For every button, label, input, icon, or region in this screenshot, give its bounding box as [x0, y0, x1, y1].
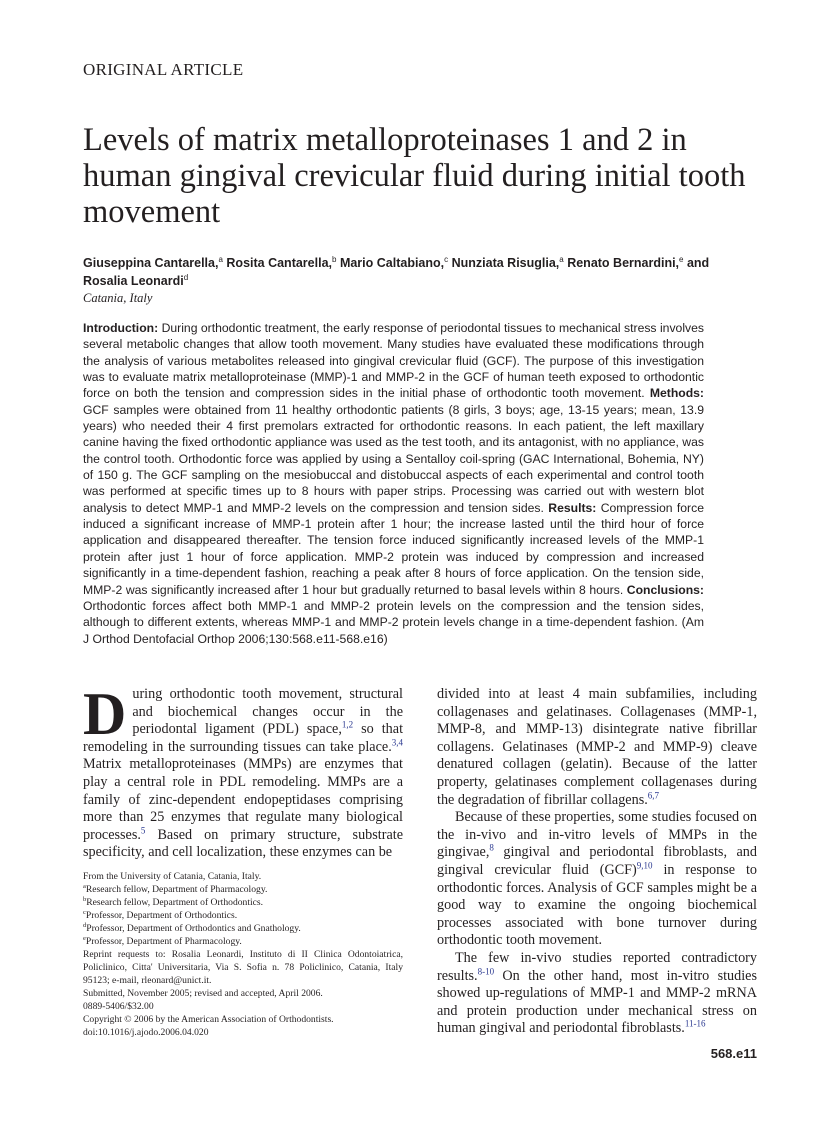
- abstract-heading: Results:: [548, 500, 597, 515]
- text-run: From the University of Catania, Catania, Italy.: [83, 870, 262, 882]
- body-paragraph: [437, 950, 757, 1038]
- author: [83, 256, 223, 270]
- body-column-right: [437, 686, 757, 1062]
- text-run: Professor, Department of Orthodontics and Gnathology.: [86, 922, 301, 934]
- author-list: [83, 254, 743, 290]
- affiliation-marker: c: [444, 254, 449, 264]
- text-run: The few in-vivo studies reported contradictory results.: [437, 949, 757, 984]
- reference-link[interactable]: 11-16: [684, 1018, 706, 1029]
- body-paragraph: [437, 809, 757, 950]
- article-title: Levels of matrix metalloproteinases 1 and 2 in human gingival crevicular fluid during initial tooth movement: [83, 122, 746, 230]
- text-run: doi:10.1016/j.ajodo.2006.04.020: [83, 1026, 209, 1038]
- footnote-line: [83, 935, 403, 948]
- reference-link[interactable]: 1,2: [341, 719, 354, 730]
- author-name: Mario Caltabiano,: [339, 256, 445, 270]
- text-run: so that remodeling in the surrounding tissues can take place.: [83, 721, 404, 755]
- footnote-marker: d: [83, 921, 87, 929]
- reference-link[interactable]: 3,4: [391, 737, 403, 748]
- text-run: GCF samples were obtained from 11 healthy orthodontic patients (8 girls, 3 boys; age, 13-15 years; mean, 13.9 years) who needed their 4 first premolars extracted for orthodontic reasons. In each patient, the left maxillary canine having the fixed orthodontic appliance was used as the test tooth, and its antagonist, with no appliance, was the control tooth. Orthodontic force was applied by using a Sentalloy coil-spring (GAC International, Bohemia, NY) of 150 g. The GCF sampling on the mesiobuccal and distobuccal aspects of each experimental and control tooth was performed at specific times up to 8 hours with paper strips. Processing was carried out with western blot analysis to detect MMP-1 and MMP-2 levels on the compression and tension sides.: [83, 402, 704, 515]
- footnote-line: [83, 883, 403, 896]
- text-run: Research fellow, Department of Pharmacology.: [85, 883, 268, 895]
- text-run: Based on primary structure, substrate specificity, and cell localization, these enzymes can be: [83, 826, 403, 861]
- abstract-heading: Methods:: [649, 386, 704, 401]
- author-name: Renato Bernardini,: [567, 256, 680, 270]
- reference-link[interactable]: 9,10: [636, 860, 653, 871]
- body-paragraph: [437, 686, 757, 809]
- byline: [83, 254, 743, 306]
- author: [226, 256, 336, 270]
- text-run: Reprint requests to: Rosalia Leonardi, Instituto di II Clinica Odontoiatrica, Policlinico, Citta' Universitaria, Via S. Sofia n. 78 Policlinico, Catania, Italy 95123; e-mail, rleonard@unict.it.: [83, 948, 403, 986]
- page-number: 568.e11: [710, 1045, 757, 1061]
- author-name: Nunziata Risuglia,: [451, 256, 560, 270]
- text-run: Because of these properties, some studies focused on the in-vivo and in-vitro levels of MMPs in the gingivae,: [437, 809, 757, 861]
- text-run: During orthodontic treatment, the early response of periodontal tissues to mechanical stress involves several metabolic changes that allow tooth movement. Many studies have evaluated these modifications through the analysis of various metabolites released into gingival crevicular fluid (GCF). The purpose of this investigation was to evaluate matrix metalloproteinase (MMP)-1 and MMP-2 in the GCF of human teeth exposed to orthodontic force on both the tension and compression sides in the initial phase of orthodontic tooth movement.: [83, 321, 704, 401]
- text-run: Professor, Department of Orthodontics.: [85, 909, 238, 921]
- affiliation-marker: a: [559, 254, 564, 264]
- footnote-line: [83, 896, 403, 909]
- section-label: ORIGINAL ARTICLE: [83, 60, 244, 79]
- text-run: divided into at least 4 main subfamilies, including collagenases and gelatinases. Collagenases (MMP-1, MMP-8, and MMP-13) disintegrate native fibrillar collagens. Gelatinases (MMP-2 and MMP-9) cleave denatured collagen (gelatin). Because of the latter property, gelatinases complement collagenases during the degradation of fibrillar collagens.: [437, 686, 757, 808]
- body-paragraph: [83, 681, 404, 862]
- footnote-marker: b: [83, 895, 87, 903]
- footnote-line: [83, 909, 403, 922]
- text-run: 0889-5406/$32.00: [83, 1000, 154, 1012]
- footnote-line: [83, 870, 403, 883]
- author-name: and Rosalia Leonardi: [83, 256, 710, 288]
- affiliation-marker: b: [332, 254, 337, 264]
- footnotes: [83, 870, 403, 1039]
- abstract-heading: Conclusions:: [626, 582, 704, 597]
- text-run: On the other hand, most in-vitro studies showed up-regulations of MMP-1 and MMP-2 mRNA and protein production under mechanical stress on human gingival and periodontal fibroblasts.: [437, 967, 757, 1037]
- footnote-line: [83, 1026, 403, 1039]
- abstract-heading: Introduction:: [83, 321, 159, 335]
- reference-link[interactable]: 8-10: [477, 965, 495, 976]
- footnote-marker: c: [83, 908, 86, 916]
- text-run: Matrix metalloproteinases (MMPs) are enzymes that play a central role in PDL remodeling. MMPs are a family of zinc-dependent endopeptidases comprising more than 25 enzymes that regulate many biological processes.: [83, 756, 403, 843]
- footnote-marker: a: [83, 882, 86, 890]
- footnote-line: [83, 1013, 403, 1026]
- reference-link[interactable]: 5: [140, 825, 146, 836]
- footnote-line: [83, 987, 403, 1000]
- footnote-line: [83, 922, 403, 935]
- author-name: Giuseppina Cantarella,: [83, 256, 219, 270]
- text-run: uring orthodontic tooth movement, structural and biochemical changes occur in the periodontal ligament (PDL) space,: [132, 686, 403, 738]
- author: [452, 256, 564, 270]
- abstract: [83, 320, 704, 647]
- text-run: in response to orthodontic forces. Analysis of GCF samples might be a good way to examine the ongoing biochemical processes associated with bone turnover during orthodontic tooth movement.: [437, 861, 757, 949]
- drop-cap: D: [83, 681, 127, 747]
- affiliation-marker: d: [183, 272, 189, 282]
- affiliation-marker: e: [679, 254, 684, 264]
- author: [340, 256, 448, 270]
- text-run: Copyright © 2006 by the American Association of Orthodontists.: [83, 1013, 334, 1025]
- author-name: Rosita Cantarella,: [226, 256, 332, 270]
- footnote-line: [83, 948, 403, 987]
- reference-link[interactable]: 8: [489, 842, 494, 853]
- body-column-left: [83, 681, 404, 1039]
- footnote-line: [83, 1000, 403, 1013]
- text-run: gingival and periodontal fibroblasts, and gingival crevicular fluid (GCF): [437, 844, 757, 878]
- text-run: Compression force induced a significant increase of MMP-1 protein after 1 hour; the increase lasted until the third hour of force application and disappeared thereafter. The tension force induced significantly increased levels of the MMP-1 protein after just 1 hour of force application. MMP-2 protein was induced by compression and increased significantly in a time-dependent fashion, reaching a peak after 8 hours of force application. On the tension side, MMP-2 was significantly increased after 1 hour but gradually returned to basal levels within 8 hours.: [83, 500, 704, 597]
- text-run: Orthodontic forces affect both MMP-1 and MMP-2 protein levels on the compression and the tension sides, although to different extents, whereas MMP-1 and MMP-2 protein levels change in a time-dependent fashion. (Am J Orthod Dentofacial Orthop 2006;130:568.e11-568.e16): [83, 598, 704, 646]
- text-run: Professor, Department of Pharmacology.: [85, 935, 242, 947]
- text-run: Submitted, November 2005; revised and accepted, April 2006.: [83, 987, 323, 999]
- author-location: Catania, Italy: [83, 291, 153, 305]
- reference-link[interactable]: 6,7: [647, 789, 660, 800]
- author: [567, 256, 683, 270]
- affiliation-marker: a: [218, 254, 223, 264]
- text-run: Research fellow, Department of Orthodontics.: [86, 896, 264, 908]
- footnote-marker: e: [83, 934, 86, 942]
